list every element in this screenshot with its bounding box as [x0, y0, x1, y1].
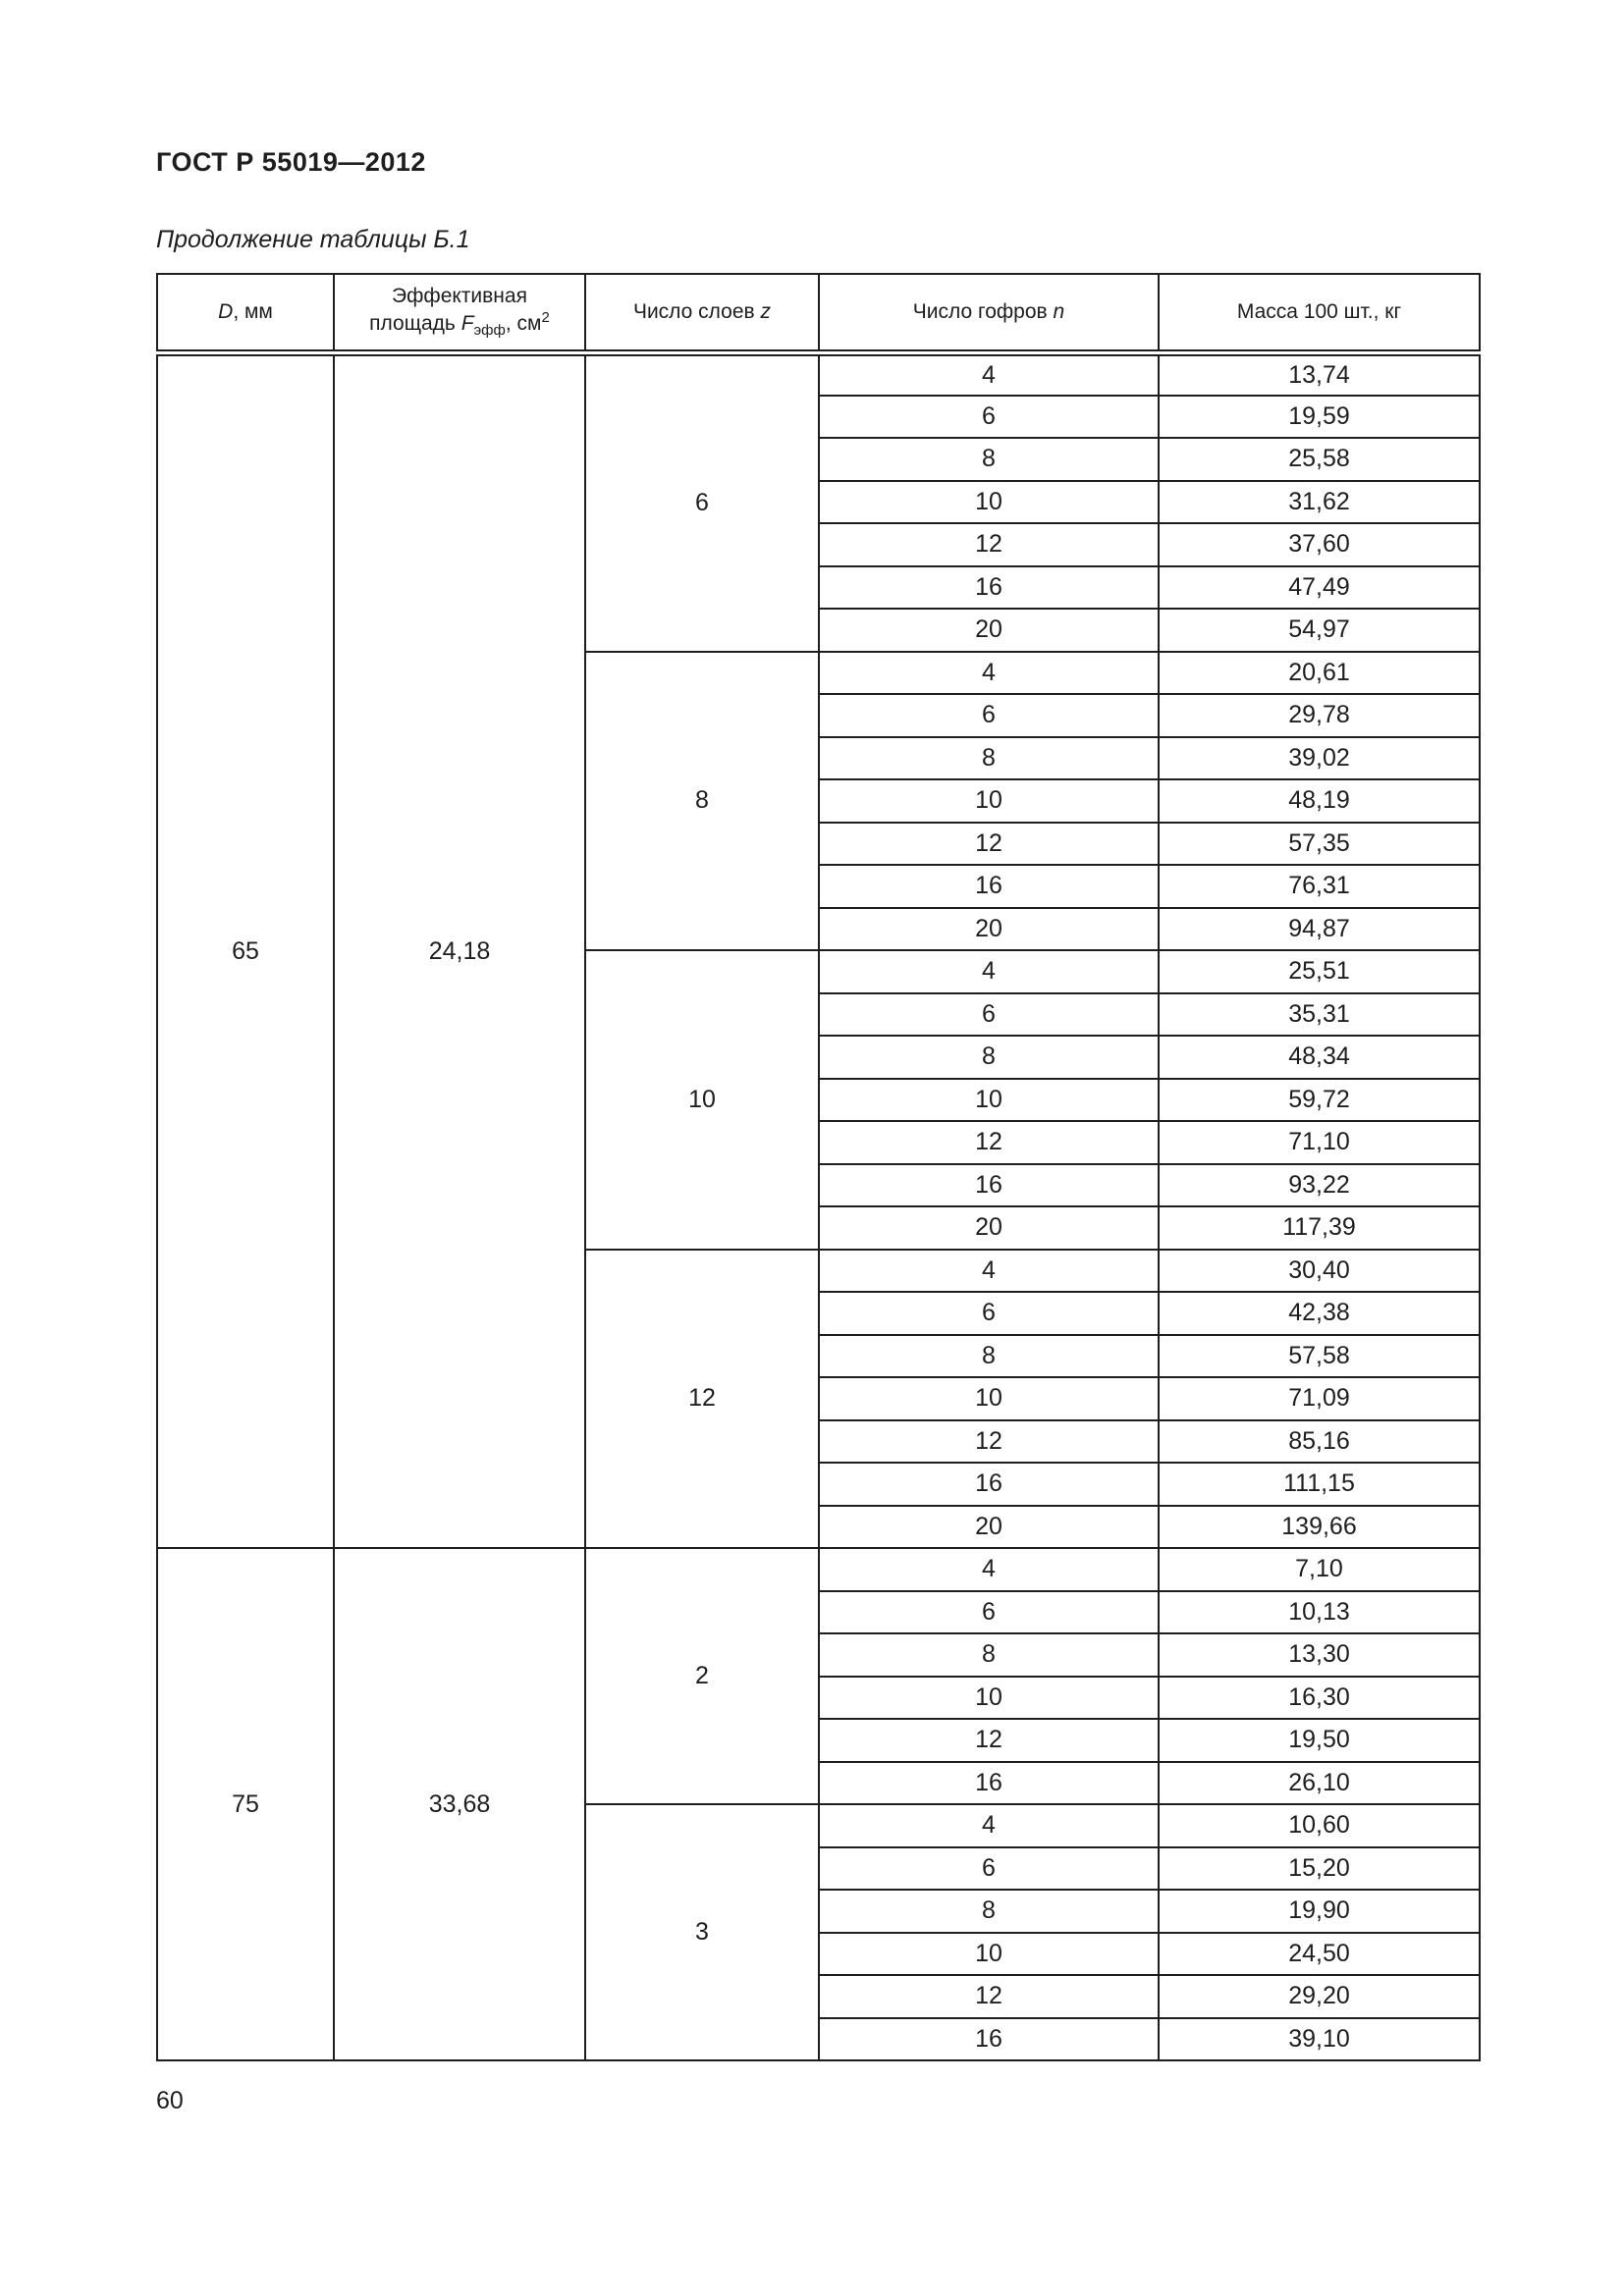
cell-corrugations: 8 [819, 438, 1159, 481]
cell-mass: 10,13 [1159, 1591, 1480, 1634]
cell-corrugations: 16 [819, 865, 1159, 908]
cell-diameter: 75 [157, 1548, 334, 2060]
cell-mass: 19,59 [1159, 396, 1480, 439]
cell-mass: 19,50 [1159, 1719, 1480, 1762]
cell-corrugations: 4 [819, 352, 1159, 396]
cell-mass: 111,15 [1159, 1463, 1480, 1506]
cell-layers: 3 [585, 1804, 819, 2060]
cell-mass: 24,50 [1159, 1933, 1480, 1976]
document-code: ГОСТ Р 55019—2012 [156, 147, 426, 177]
cell-corrugations: 8 [819, 1036, 1159, 1079]
cell-corrugations: 8 [819, 1335, 1159, 1378]
cell-mass: 57,35 [1159, 823, 1480, 866]
cell-mass: 29,78 [1159, 694, 1480, 737]
cell-mass: 31,62 [1159, 481, 1480, 524]
cell-corrugations: 10 [819, 1677, 1159, 1720]
cell-corrugations: 16 [819, 1164, 1159, 1207]
cell-corrugations: 6 [819, 396, 1159, 439]
cell-corrugations: 10 [819, 481, 1159, 524]
cell-corrugations: 6 [819, 1292, 1159, 1335]
cell-mass: 10,60 [1159, 1804, 1480, 1847]
cell-mass: 20,61 [1159, 652, 1480, 695]
cell-corrugations: 16 [819, 1463, 1159, 1506]
header-layers: Число слоев z [585, 274, 819, 352]
header-mass: Масса 100 шт., кг [1159, 274, 1480, 352]
cell-corrugations: 20 [819, 609, 1159, 652]
header-effective-area: Эффективная площадь $F_{эфф}$, $см^2$ [334, 274, 585, 352]
cell-mass: 35,31 [1159, 993, 1480, 1037]
cell-diameter: 65 [157, 352, 334, 1548]
cell-layers: 8 [585, 652, 819, 951]
cell-corrugations: 16 [819, 566, 1159, 610]
cell-mass: 39,10 [1159, 2018, 1480, 2061]
cell-corrugations: 16 [819, 2018, 1159, 2061]
table-caption: Продолжение таблицы Б.1 [156, 226, 470, 253]
cell-layers: 10 [585, 950, 819, 1250]
cell-mass: 139,66 [1159, 1506, 1480, 1549]
cell-mass: 76,31 [1159, 865, 1480, 908]
cell-mass: 48,34 [1159, 1036, 1480, 1079]
cell-mass: 7,10 [1159, 1548, 1480, 1591]
cell-mass: 26,10 [1159, 1762, 1480, 1805]
cell-mass: 93,22 [1159, 1164, 1480, 1207]
cell-mass: 19,90 [1159, 1890, 1480, 1933]
mass-table [156, 273, 1481, 2061]
cell-effective-area: 33,68 [334, 1548, 585, 2060]
cell-corrugations: 4 [819, 1250, 1159, 1293]
cell-mass: 25,58 [1159, 438, 1480, 481]
cell-effective-area: 24,18 [334, 352, 585, 1548]
table-body [157, 352, 1480, 2060]
cell-mass: 47,49 [1159, 566, 1480, 610]
cell-corrugations: 12 [819, 1719, 1159, 1762]
cell-corrugations: 12 [819, 1975, 1159, 2018]
cell-corrugations: 8 [819, 1890, 1159, 1933]
cell-corrugations: 6 [819, 993, 1159, 1037]
cell-mass: 13,74 [1159, 352, 1480, 396]
cell-mass: 25,51 [1159, 950, 1480, 993]
cell-corrugations: 6 [819, 1847, 1159, 1891]
cell-mass: 39,02 [1159, 737, 1480, 780]
header-corrugations: Число гофров n [819, 274, 1159, 352]
cell-corrugations: 6 [819, 1591, 1159, 1634]
cell-corrugations: 20 [819, 908, 1159, 951]
cell-mass: 42,38 [1159, 1292, 1480, 1335]
cell-corrugations: 10 [819, 1933, 1159, 1976]
cell-mass: 71,10 [1159, 1121, 1480, 1164]
cell-mass: 13,30 [1159, 1633, 1480, 1677]
cell-corrugations: 20 [819, 1206, 1159, 1250]
page-number: 60 [156, 2087, 184, 2114]
cell-corrugations: 6 [819, 694, 1159, 737]
cell-layers: 2 [585, 1548, 819, 1804]
cell-corrugations: 12 [819, 1420, 1159, 1464]
cell-mass: 94,87 [1159, 908, 1480, 951]
table-row [157, 352, 1480, 396]
cell-mass: 85,16 [1159, 1420, 1480, 1464]
cell-corrugations: 4 [819, 1804, 1159, 1847]
header-row [157, 274, 1480, 352]
cell-mass: 29,20 [1159, 1975, 1480, 2018]
header-diameter: D, мм [157, 274, 334, 352]
table-row [157, 1548, 1480, 1591]
cell-mass: 57,58 [1159, 1335, 1480, 1378]
cell-corrugations: 12 [819, 523, 1159, 566]
cell-mass: 15,20 [1159, 1847, 1480, 1891]
cell-mass: 30,40 [1159, 1250, 1480, 1293]
cell-corrugations: 8 [819, 737, 1159, 780]
cell-mass: 54,97 [1159, 609, 1480, 652]
cell-corrugations: 4 [819, 950, 1159, 993]
cell-mass: 59,72 [1159, 1079, 1480, 1122]
cell-corrugations: 16 [819, 1762, 1159, 1805]
cell-layers: 12 [585, 1250, 819, 1549]
cell-mass: 71,09 [1159, 1377, 1480, 1420]
cell-mass: 48,19 [1159, 779, 1480, 823]
cell-corrugations: 10 [819, 1377, 1159, 1420]
cell-corrugations: 10 [819, 1079, 1159, 1122]
cell-mass: 37,60 [1159, 523, 1480, 566]
cell-corrugations: 4 [819, 1548, 1159, 1591]
cell-corrugations: 12 [819, 823, 1159, 866]
cell-mass: 16,30 [1159, 1677, 1480, 1720]
cell-layers: 6 [585, 352, 819, 652]
cell-corrugations: 4 [819, 652, 1159, 695]
cell-corrugations: 10 [819, 779, 1159, 823]
cell-corrugations: 20 [819, 1506, 1159, 1549]
cell-corrugations: 8 [819, 1633, 1159, 1677]
cell-mass: 117,39 [1159, 1206, 1480, 1250]
cell-corrugations: 12 [819, 1121, 1159, 1164]
